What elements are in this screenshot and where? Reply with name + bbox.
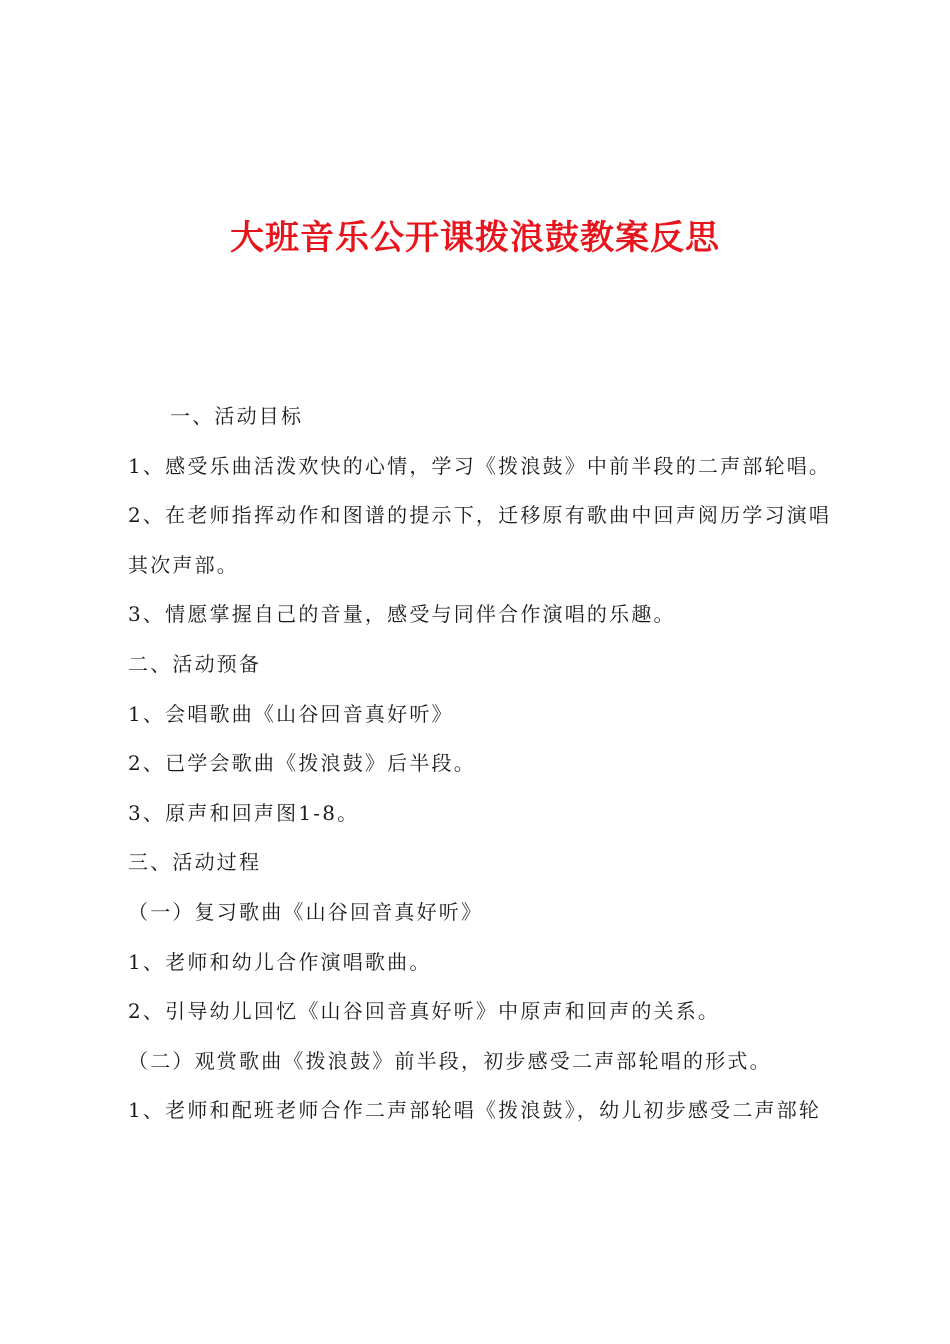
paragraph-line: 2、引导幼儿回忆《山谷回音真好听》中原声和回声的关系。 <box>128 999 721 1024</box>
paragraph-line: 2、已学会歌曲《拨浪鼓》后半段。 <box>128 751 476 776</box>
paragraph-line: 1、老师和配班老师合作二声部轮唱《拨浪鼓》，幼儿初步感受二声部轮 <box>128 1098 822 1123</box>
paragraph-line: 2、在老师指挥动作和图谱的提示下，迁移原有歌曲中回声阅历学习演唱 <box>128 503 832 528</box>
document-body <box>128 392 848 1136</box>
paragraph-line: 其次声部。 <box>128 552 239 577</box>
paragraph-line: 1、会唱歌曲《山谷回音真好听》 <box>128 701 454 726</box>
paragraph-line: 3、原声和回声图1-8。 <box>128 800 360 825</box>
subsection-heading: （二）观赏歌曲《拨浪鼓》前半段，初步感受二声部轮唱的形式。 <box>128 1048 772 1073</box>
paragraph-line: 3、情愿掌握自己的音量，感受与同伴合作演唱的乐趣。 <box>128 602 676 627</box>
paragraph-line: 1、老师和幼儿合作演唱歌曲。 <box>128 949 432 974</box>
document-title: 大班音乐公开课拨浪鼓教案反思 <box>230 218 720 258</box>
section-heading-preparation: 二、活动预备 <box>128 651 262 676</box>
section-heading-process: 三、活动过程 <box>128 850 262 875</box>
paragraph-line: 1、感受乐曲活泼欢快的心情，学习《拨浪鼓》中前半段的二声部轮唱。 <box>128 453 832 478</box>
section-heading-goals: 一、活动目标 <box>170 404 304 428</box>
subsection-heading: （一）复习歌曲《山谷回音真好听》 <box>128 899 484 924</box>
